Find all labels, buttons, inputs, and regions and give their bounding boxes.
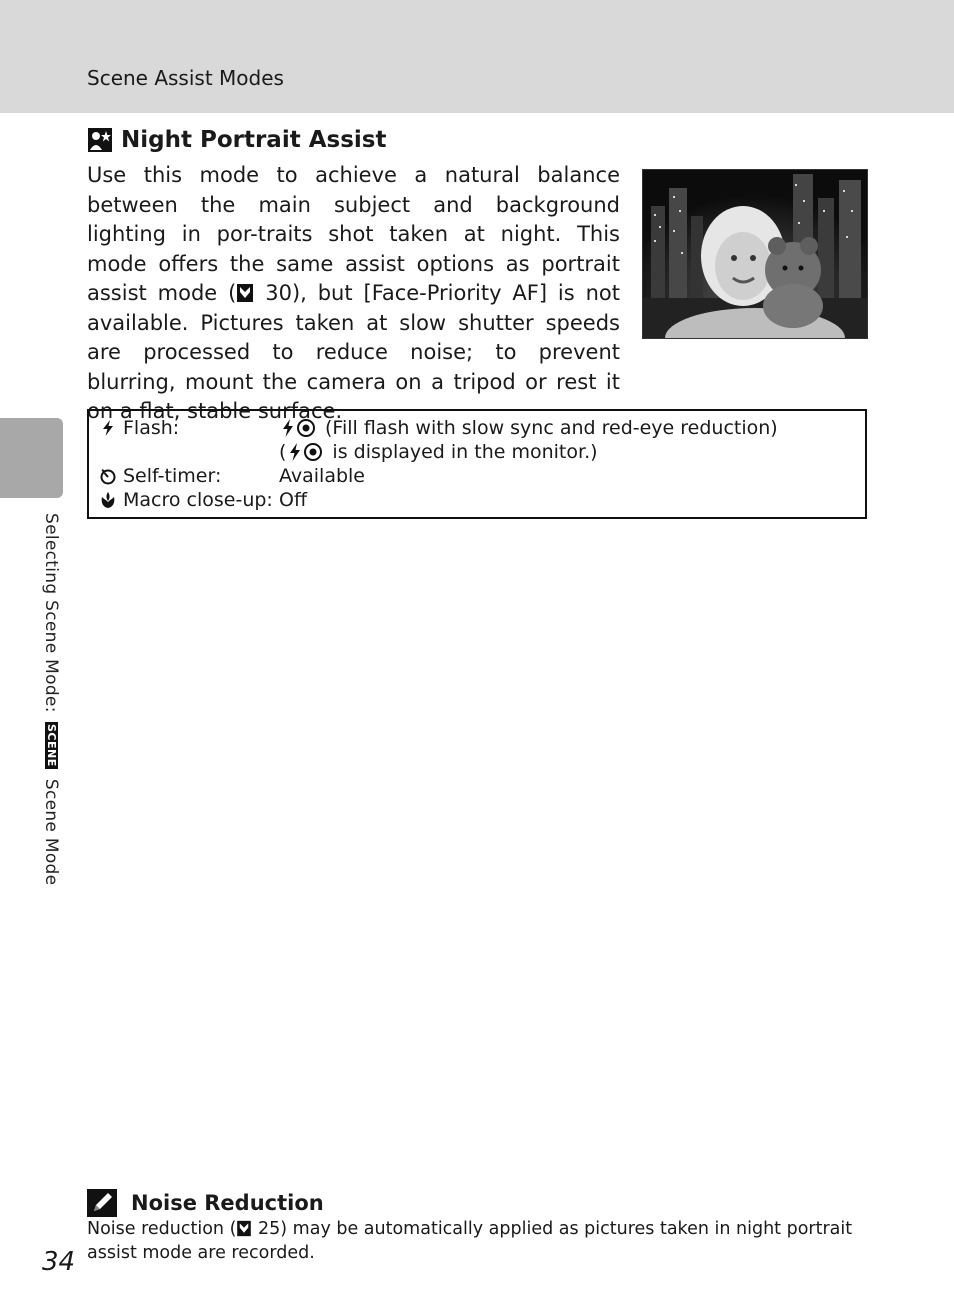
flash-note: is displayed in the monitor.) [332,441,598,463]
header-band [0,0,954,113]
side-tab [0,418,63,498]
flash-label: Flash: [123,417,180,439]
sample-photo-image [643,170,867,338]
macro-icon [99,491,117,509]
night-portrait-icon [87,127,113,153]
sample-photo [642,169,868,339]
page-reference-icon [236,283,254,303]
slow-sync-red-eye-icon [279,418,319,438]
setting-row-flash [99,416,855,440]
body-page-ref: 30 [265,281,292,305]
slow-sync-red-eye-icon-2 [286,442,326,462]
macro-value: Off [279,489,308,511]
section-title [87,124,386,156]
note-text-1: Noise reduction ( [87,1219,237,1239]
setting-row-macro [99,488,855,512]
sidebar-label-text-2: Scene Mode [41,773,61,886]
section-title-text: Night Portrait Assist [121,127,387,153]
scene-mode-badge: SCENE [45,724,58,768]
setting-row-flash-note [99,440,855,464]
flash-value: (Fill flash with slow sync and red-eye reduction) [325,417,778,439]
note-heading [87,1188,324,1218]
note-title: Noise Reduction [131,1191,324,1215]
pencil-note-icon [87,1189,117,1217]
note-text-2: ) may be automatically applied as pictures taken in night portrait assist mode are recorded. [87,1219,853,1263]
settings-box [87,409,867,519]
self-timer-value: Available [279,465,366,487]
body-paragraph [87,161,620,427]
sidebar-label-text: Selecting Scene Mode: [41,513,61,719]
setting-row-self-timer [99,464,855,488]
self-timer-icon [99,467,117,485]
note-page-ref: 25 [258,1219,281,1239]
flash-icon [99,419,117,437]
sidebar-label [37,513,61,893]
self-timer-label: Self-timer: [123,465,222,487]
macro-label: Macro close-up: [123,489,273,511]
header-title: Scene Assist Modes [87,66,284,90]
flash-note-open: ( [279,441,287,463]
body-text-1: Use this mode to achieve a natural balance between the main subject and background lighting in por-traits shot taken at night. This mode offers the same assist options as portrait assist mode ( [87,163,620,305]
body-text-2: ), but [Face-Priority AF] is not available. Pictures taken at slow shutter speeds are processed to reduce noise; to prevent blurring, mount the camera on a tripod or rest it on a flat, stable surface. [87,281,620,423]
page-number: 34 [42,1247,76,1277]
note-text [87,1217,877,1265]
page-reference-icon-2 [236,1220,252,1237]
